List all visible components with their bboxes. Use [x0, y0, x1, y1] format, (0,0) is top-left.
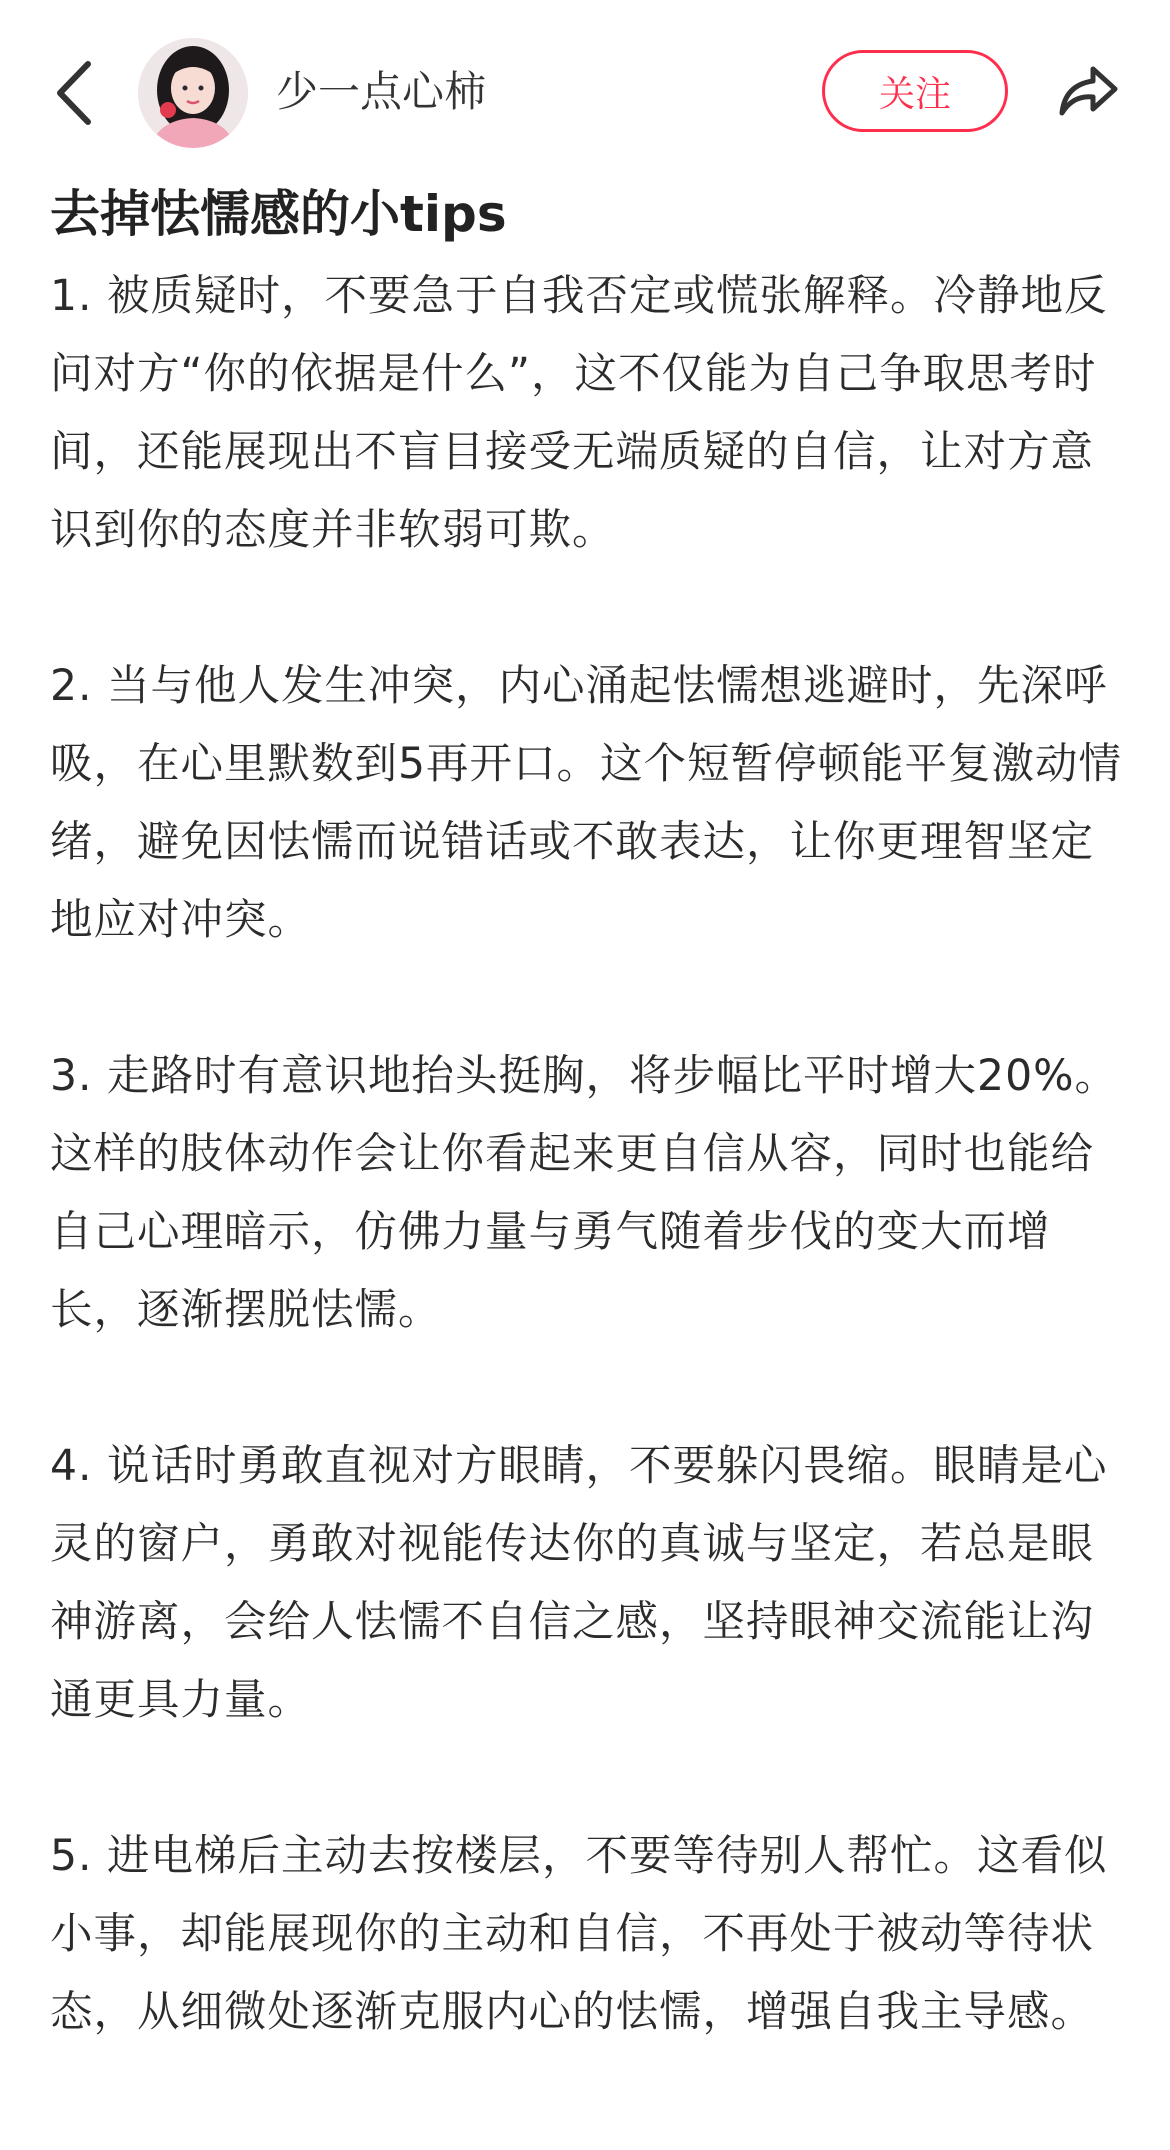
tip-paragraph-1: 1. 被质疑时，不要急于自我否定或慌张解释。冷静地反问对方“你的依据是什么”，这不仅能为自己争取思考时间，还能展现出不盲目接受无端质疑的自信，让对方意识到你的态度并非软弱可欺。	[50, 272, 1108, 555]
share-arrow-icon	[1057, 65, 1119, 119]
author-name[interactable]: 少一点心柿	[276, 67, 487, 116]
user-avatar	[138, 38, 248, 148]
tip-paragraph-4: 4. 说话时勇敢直视对方眼睛，不要躲闪畏缩。眼睛是心灵的窗户，勇敢对视能传达你的真诚与坚定，若总是眼神游离，会给人怯懦不自信之感，坚持眼神交流能让沟通更具力量。	[50, 1442, 1108, 1725]
tip-paragraph-5: 5. 进电梯后主动去按楼层，不要等待别人帮忙。这看似小事，却能展现你的主动和自信，不再处于被动等待状态，从细微处逐渐克服内心的怯懦，增强自我主导感。	[50, 1832, 1108, 2037]
chevron-left-icon	[54, 58, 94, 128]
back-button[interactable]	[44, 48, 104, 138]
follow-button[interactable]: 关注	[822, 50, 1008, 132]
note-title: 去掉怯懦感的小tips	[50, 185, 507, 243]
avatar[interactable]	[138, 38, 248, 148]
note-header	[0, 0, 1170, 185]
tip-paragraph-2: 2. 当与他人发生冲突，内心涌起怯懦想逃避时，先深呼吸，在心里默数到5再开口。这个短暂停顿能平复激动情绪，避免因怯懦而说错话或不敢表达，让你更理智坚定地应对冲突。	[50, 662, 1123, 945]
tip-paragraph-3: 3. 走路时有意识地抬头挺胸，将步幅比平时增大20%。这样的肢体动作会让你看起来更自信从容，同时也能给自己心理暗示，仿佛力量与勇气随着步伐的变大而增长，逐渐摆脱怯懦。	[50, 1052, 1119, 1335]
share-button[interactable]	[1048, 52, 1128, 132]
note-content	[50, 182, 1130, 2052]
